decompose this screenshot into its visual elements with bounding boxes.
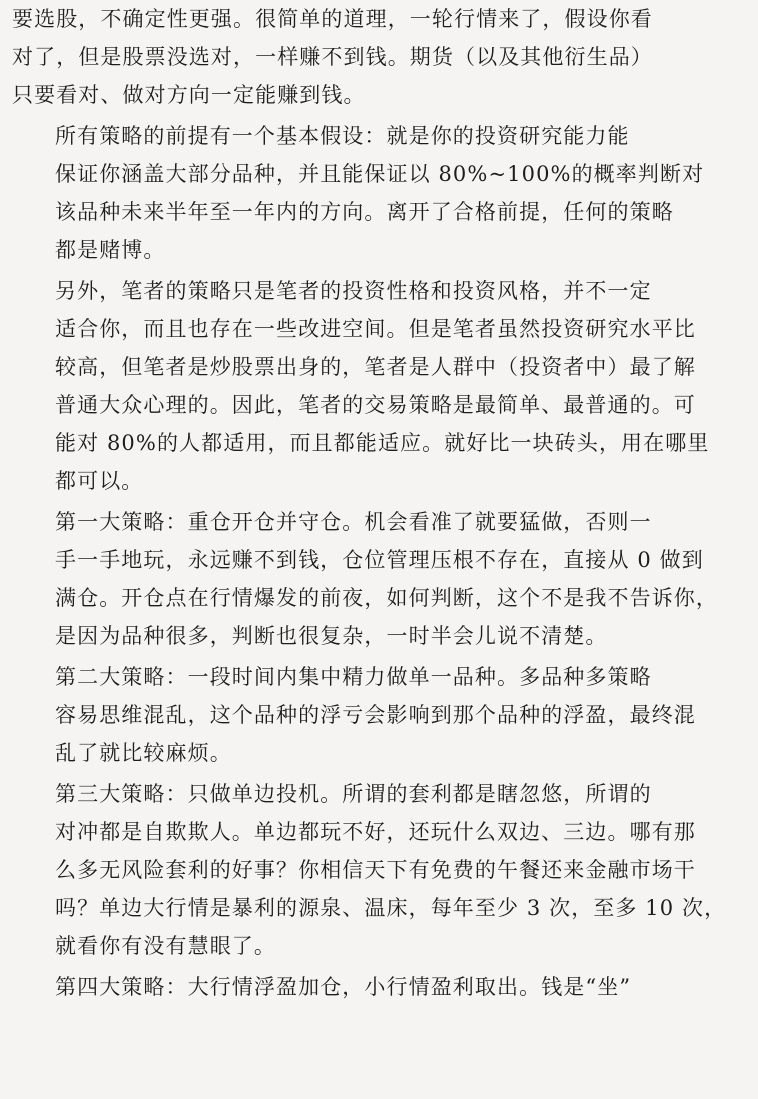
paragraph: [12, 117, 748, 269]
text-line: 对冲都是自欺欺人。单边都玩不好，还玩什么双边、三边。哪有那: [55, 820, 696, 844]
paragraph: [12, 503, 748, 655]
text-line: 第一大策略：重仓开仓并守仓。机会看准了就要猛做，否则一: [55, 510, 652, 534]
text-line: 就看你有没有慧眼了。: [55, 934, 276, 958]
text-line: 第四大策略：大行情浮盈加仓，小行情盈利取出。钱是“坐”: [55, 975, 632, 999]
text-line: 第二大策略：一段时间内集中精力做单一品种。多品种多策略: [55, 665, 652, 689]
text-line: 对了，但是股票没选对，一样赚不到钱。期货（以及其他衍生品）: [12, 45, 653, 69]
paragraph: [12, 0, 748, 114]
text-line: 乱了就比较麻烦。: [55, 741, 232, 765]
text-line: 该品种未来半年至一年内的方向。离开了合格前提，任何的策略: [55, 200, 674, 224]
text-line: 能对 80%的人都适用，而且都能适应。就好比一块砖头，用在哪里: [55, 431, 710, 455]
text-line: 适合你，而且也存在一些改进空间。但是笔者虽然投资研究水平比: [55, 317, 696, 341]
text-line: 所有策略的前提有一个基本假设：就是你的投资研究能力能: [55, 124, 630, 148]
text-line: 吗？单边大行情是暴利的源泉、温床，每年至少 3 次，至多 10 次，: [55, 896, 727, 920]
text-line: 只要看对、做对方向一定能赚到钱。: [12, 83, 366, 107]
text-line: 都可以。: [55, 469, 144, 493]
text-line: 普通大众心理的。因此，笔者的交易策略是最简单、最普通的。可: [55, 393, 696, 417]
paragraph: [12, 272, 748, 500]
text-line: 满仓。开仓点在行情爆发的前夜，如何判断，这个不是我不告诉你，: [55, 586, 718, 610]
text-line: 较高，但笔者是炒股票出身的，笔者是人群中（投资者中）最了解: [55, 355, 696, 379]
text-line: 是因为品种很多，判断也很复杂，一时半会儿说不清楚。: [55, 624, 608, 648]
text-line: 么多无风险套利的好事？你相信天下有免费的午餐还来金融市场干: [55, 858, 696, 882]
text-line: 都是赌博。: [55, 238, 166, 262]
text-line: 保证你涵盖大部分品种，并且能保证以 80%~100%的概率判断对: [55, 162, 705, 186]
text-line: 第三大策略：只做单边投机。所谓的套利都是瞎忽悠，所谓的: [55, 782, 652, 806]
text-line: 要选股，不确定性更强。很简单的道理，一轮行情来了，假设你看: [12, 7, 653, 31]
text-line: 手一手地玩，永远赚不到钱，仓位管理压根不存在，直接从 0 做到: [55, 548, 704, 572]
page-text-body: [12, 0, 748, 1009]
paragraph: [12, 658, 748, 772]
text-line: 容易思维混乱，这个品种的浮亏会影响到那个品种的浮盈，最终混: [55, 703, 696, 727]
paragraph: [12, 968, 748, 1006]
text-line: 另外，笔者的策略只是笔者的投资性格和投资风格，并不一定: [55, 279, 652, 303]
paragraph: [12, 775, 748, 965]
